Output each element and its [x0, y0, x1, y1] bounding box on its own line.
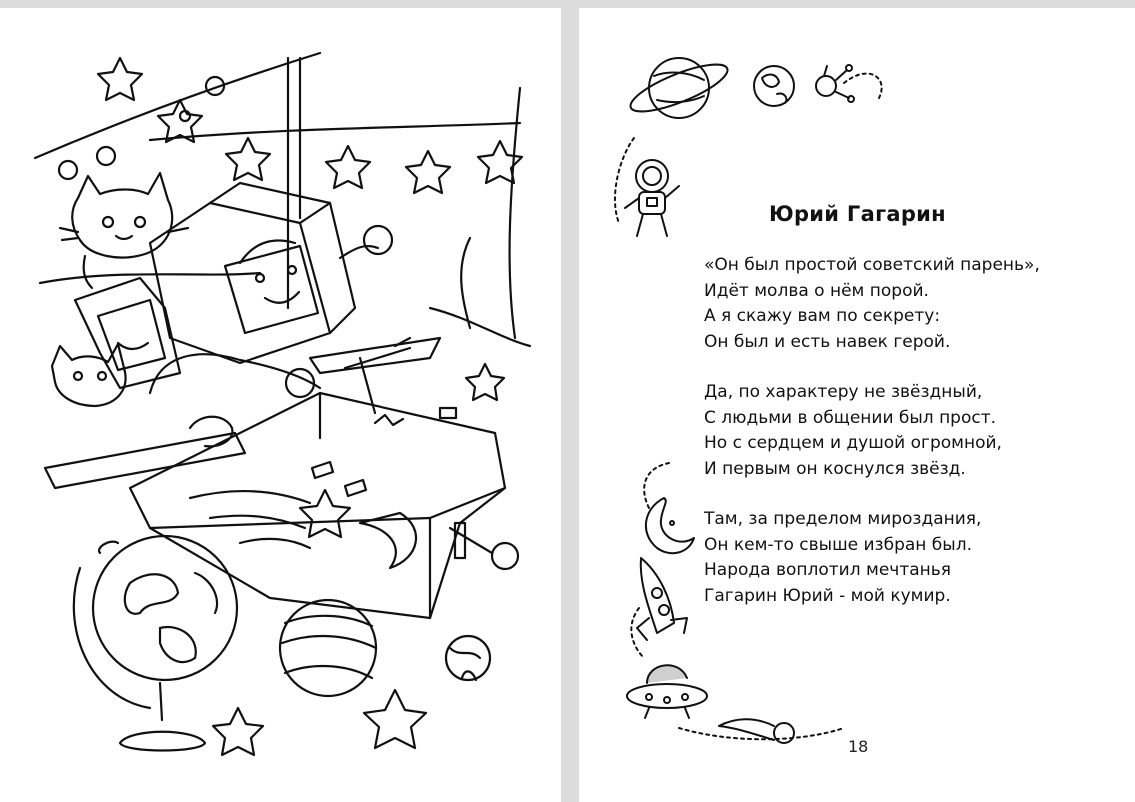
poem-line: С людьми в общении был прост. — [704, 407, 997, 428]
saturn-icon — [626, 56, 733, 121]
moon-icon — [646, 498, 694, 553]
satellite-icon — [816, 65, 854, 102]
poem-stanza-3 — [704, 507, 981, 609]
page-number: 18 — [848, 737, 869, 756]
rocket-icon — [637, 558, 687, 640]
boy-astronaut-icon — [75, 183, 392, 446]
star-icon — [213, 364, 504, 755]
ball-icon — [280, 600, 490, 696]
astronaut-icon — [625, 160, 679, 236]
poem-line: Гагарин Юрий - мой кумир. — [704, 585, 951, 606]
earth-icon — [754, 66, 794, 106]
poem-line: И первым он коснулся звёзд. — [704, 458, 966, 479]
poem-stanza-1 — [704, 253, 1040, 355]
poem-line: Он был и есть навек герой. — [704, 331, 951, 352]
coloring-illustration — [0, 8, 561, 802]
poem-line: «Он был простой советский парень», — [704, 255, 1040, 275]
poem-line: Народа воплотил мечтанья — [704, 560, 951, 581]
globe-icon — [74, 536, 237, 751]
right-page-poem — [579, 8, 1135, 802]
poem-line: Да, по характеру не звёздный, — [704, 382, 983, 402]
poem-line: Там, за пределом мироздания, — [704, 509, 982, 529]
left-page-coloring — [0, 8, 561, 802]
poem-title: Юрий Гагарин — [769, 202, 946, 226]
poem-line: Идёт молва о нём порой. — [704, 280, 929, 301]
poem-line: А я скажу вам по секрету: — [704, 306, 941, 327]
ufo-icon — [627, 665, 707, 718]
poem-line: Но с сердцем и душой огромной, — [704, 433, 1002, 454]
poem-stanza-2 — [704, 380, 1002, 482]
poem-line: Он кем-то свыше избран был. — [704, 534, 972, 555]
cat-icon — [52, 173, 188, 406]
star-garland-icon — [35, 53, 522, 193]
